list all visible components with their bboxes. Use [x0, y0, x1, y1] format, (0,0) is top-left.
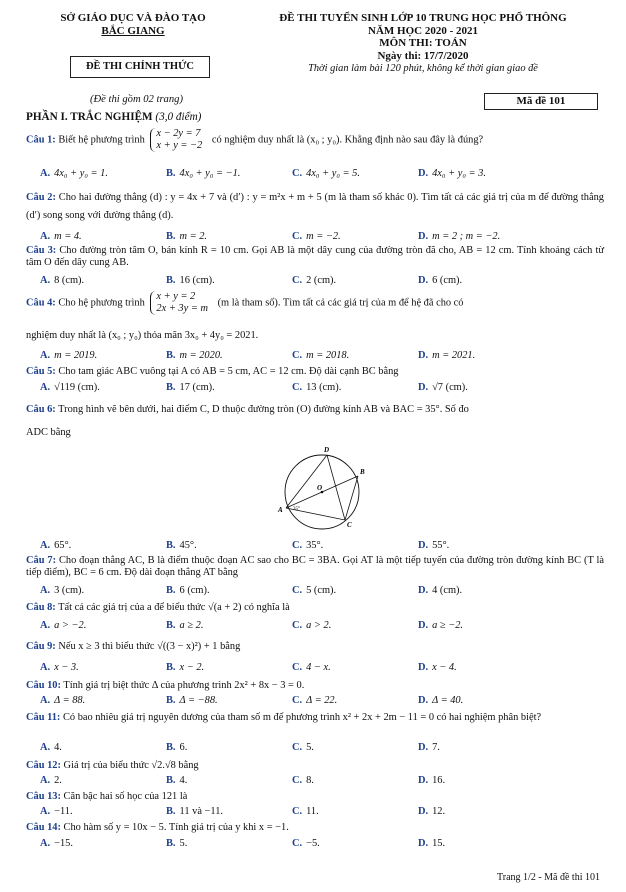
- question-14: Câu 14: Cho hàm số y = 10x − 5. Tính giá trị của y khi x = −1.: [26, 822, 289, 833]
- header-right: [238, 12, 608, 75]
- question-6-line2: ADC bằng: [26, 427, 71, 438]
- options-5: [40, 382, 600, 395]
- option-d: D. 6 (cm).: [418, 275, 463, 286]
- option-c: C. 5.: [292, 742, 314, 753]
- option-d: D. 4x₀ + y₀ = 3.: [418, 168, 486, 179]
- options-11: [40, 742, 600, 755]
- header-left: [48, 12, 218, 38]
- question-13: Câu 13: Căn bậc hai số học của 121 là: [26, 791, 188, 802]
- option-a: A. a > −2.: [40, 620, 87, 631]
- options-3: [40, 275, 600, 288]
- option-c: C. 5 (cm).: [292, 585, 337, 596]
- equation-system: x − 2y = 7 x + y = −2: [150, 128, 206, 152]
- option-c: C. 4 − x.: [292, 662, 331, 673]
- question-1: Câu 1: Biết hệ phương trình x − 2y = 7 x + y = −2 có nghiệm duy nhất là (x₀ ; y₀). Khẳng định nào sau đây là đúng?: [26, 128, 484, 151]
- question-8: Câu 8: Tất cả các giá trị của a để biểu thức √(a + 2) có nghĩa là: [26, 602, 290, 613]
- label-d: D: [324, 446, 330, 454]
- option-a: A. 3 (cm).: [40, 585, 85, 596]
- options-4: [40, 350, 600, 363]
- province-name: BẮC GIANG: [101, 25, 165, 38]
- option-d: D. 15.: [418, 838, 446, 849]
- exam-title: ĐỀ THI TUYỂN SINH LỚP 10 TRUNG HỌC PHỔ THÔNG: [279, 12, 567, 24]
- option-a: A. −11.: [40, 806, 73, 817]
- option-c: C. 35°.: [292, 540, 324, 551]
- official-exam-box: ĐỀ THI CHÍNH THỨC: [70, 56, 210, 78]
- options-7: [40, 585, 600, 598]
- option-d: D. Δ = 40.: [418, 695, 464, 706]
- chord-dc: [327, 455, 345, 520]
- option-c: C. a > 2.: [292, 620, 332, 631]
- option-a: A. 2.: [40, 775, 62, 786]
- option-b: B. x − 2.: [166, 662, 205, 673]
- school-year: NĂM HỌC 2020 - 2021: [368, 24, 478, 37]
- question-4-line2: nghiệm duy nhất là (x₀ ; y₀) thỏa mãn 3x₀ + 4y₀ = 2021.: [26, 330, 259, 341]
- option-d: D. x − 4.: [418, 662, 457, 673]
- label-c: C: [347, 521, 352, 529]
- pages-note: (Đề thi gồm 02 trang): [90, 94, 183, 105]
- option-b: B. 5.: [166, 838, 188, 849]
- option-d: D. m = 2 ; m = −2.: [418, 231, 501, 242]
- option-c: C. −5.: [292, 838, 320, 849]
- option-b: B. 4x₀ + y₀ = −1.: [166, 168, 241, 179]
- options-10: [40, 695, 600, 708]
- option-a: A. 65°.: [40, 540, 72, 551]
- option-d: D. 55°.: [418, 540, 450, 551]
- options-8: [40, 620, 600, 633]
- option-d: D. 12.: [418, 806, 446, 817]
- question-2: Câu 2: Cho hai đường thẳng (d) : y = 4x + 7 và (d′) : y = m²x + m + 5 (m là tham số khác 0). Tìm tất cả các giá trị của m để đường thẳng (d′) song song với đường thẳng (d).: [26, 192, 604, 222]
- option-a: A. 4.: [40, 742, 62, 753]
- option-b: B. 45°.: [166, 540, 197, 551]
- options-13: [40, 806, 600, 819]
- question-7: Câu 7: Cho đoạn thẳng AC, B là điểm thuộc đoạn AC sao cho BC = 3BA. Gọi AT là một tiếp tuyến của đường tròn đường kính BC (T là tiếp điểm), BC = 6 cm. Độ dài đoạn thẳng AT bằng: [26, 555, 604, 579]
- option-a: A. √119 (cm).: [40, 382, 100, 393]
- time-allowed: Thời gian làm bài 120 phút, không kể thời gian giao đề: [308, 62, 538, 74]
- equation-system: x + y = 2 2x + 3y = m: [150, 291, 212, 315]
- question-10: Câu 10: Tính giá trị biệt thức Δ của phương trình 2x² + 8x − 3 = 0.: [26, 680, 305, 691]
- option-b: B. 16 (cm).: [166, 275, 215, 286]
- option-b: B. m = 2.: [166, 231, 208, 242]
- option-d: D. 7.: [418, 742, 440, 753]
- question-9: Câu 9: Nếu x ≥ 3 thì biểu thức √((3 − x)²) + 1 bằng: [26, 641, 241, 652]
- label-b: B: [360, 468, 365, 476]
- part-title: PHẦN I. TRẮC NGHIỆM (3,0 điểm): [26, 111, 202, 123]
- option-a: A. m = 2019.: [40, 350, 98, 361]
- question-6: Câu 6: Trong hình vẽ bên dưới, hai điểm C, D thuộc đường tròn (O) đường kính AB và BAC = 35°. Số đo: [26, 404, 469, 415]
- subject: MÔN THI: TOÁN: [379, 37, 467, 50]
- options-6: [40, 540, 600, 553]
- option-b: B. 6.: [166, 742, 188, 753]
- option-b: B. a ≥ 2.: [166, 620, 204, 631]
- option-d: D. √7 (cm).: [418, 382, 468, 393]
- option-a: A. Δ = 88.: [40, 695, 86, 706]
- exam-date: Ngày thi: 17/7/2020: [377, 49, 469, 62]
- option-b: B. Δ = −88.: [166, 695, 218, 706]
- question-5: Câu 5: Cho tam giác ABC vuông tại A có AB = 5 cm, AC = 12 cm. Độ dài cạnh BC bằng: [26, 366, 399, 377]
- options-1: [40, 168, 600, 181]
- option-c: C. 11.: [292, 806, 319, 817]
- option-c: C. 13 (cm).: [292, 382, 342, 393]
- circle-figure: [272, 444, 372, 536]
- option-d: D. 16.: [418, 775, 446, 786]
- options-14: [40, 838, 600, 851]
- question-12: Câu 12: Giá trị của biểu thức √2.√8 bằng: [26, 760, 199, 771]
- question-3: Câu 3: Cho đường tròn tâm O, bán kính R = 10 cm. Gọi AB là một dây cung của đường tròn đã cho, AB = 12 cm. Tính khoảng cách từ tâm O đến dây cung AB.: [26, 245, 604, 269]
- department-name: SỞ GIÁO DỤC VÀ ĐÀO TẠO: [60, 12, 206, 24]
- option-c: C. 4x₀ + y₀ = 5.: [292, 168, 360, 179]
- angle-label: 35°: [293, 507, 300, 512]
- option-a: A. x − 3.: [40, 662, 79, 673]
- option-d: D. 4 (cm).: [418, 585, 463, 596]
- option-c: C. 8.: [292, 775, 314, 786]
- option-a: A. 8 (cm).: [40, 275, 85, 286]
- question-11: Câu 11: Có bao nhiêu giá trị nguyên dương của tham số m để phương trình x² + 2x + 2m − 11 = 0 có hai nghiệm phân biệt?: [26, 712, 542, 723]
- option-b: B. 4.: [166, 775, 188, 786]
- option-a: A. m = 4.: [40, 231, 82, 242]
- option-b: B. 11 và −11.: [166, 806, 224, 817]
- label-a: A: [278, 506, 283, 514]
- option-b: B. 6 (cm).: [166, 585, 210, 596]
- option-a: A. 4x₀ + y₀ = 1.: [40, 168, 108, 179]
- options-9: [40, 662, 600, 675]
- chord-bc: [345, 476, 358, 520]
- exam-code-box: Mã đề 101: [484, 93, 598, 110]
- option-c: C. 2 (cm).: [292, 275, 337, 286]
- label-o: O: [317, 484, 323, 492]
- page-footer: Trang 1/2 - Mã đề thi 101: [497, 872, 600, 883]
- option-d: D. a ≥ −2.: [418, 620, 464, 631]
- options-2: [40, 231, 600, 244]
- option-c: C. m = 2018.: [292, 350, 350, 361]
- option-c: C. Δ = 22.: [292, 695, 338, 706]
- question-4: Câu 4: Cho hệ phương trình x + y = 2 2x + 3y = m (m là tham số). Tìm tất cả các giá trị của m để hệ đã cho có: [26, 291, 464, 314]
- option-a: A. −15.: [40, 838, 73, 849]
- option-c: C. m = −2.: [292, 231, 341, 242]
- chord-ad: [286, 455, 327, 508]
- option-b: B. 17 (cm).: [166, 382, 215, 393]
- options-12: [40, 775, 600, 788]
- option-d: D. m = 2021.: [418, 350, 476, 361]
- option-b: B. m = 2020.: [166, 350, 223, 361]
